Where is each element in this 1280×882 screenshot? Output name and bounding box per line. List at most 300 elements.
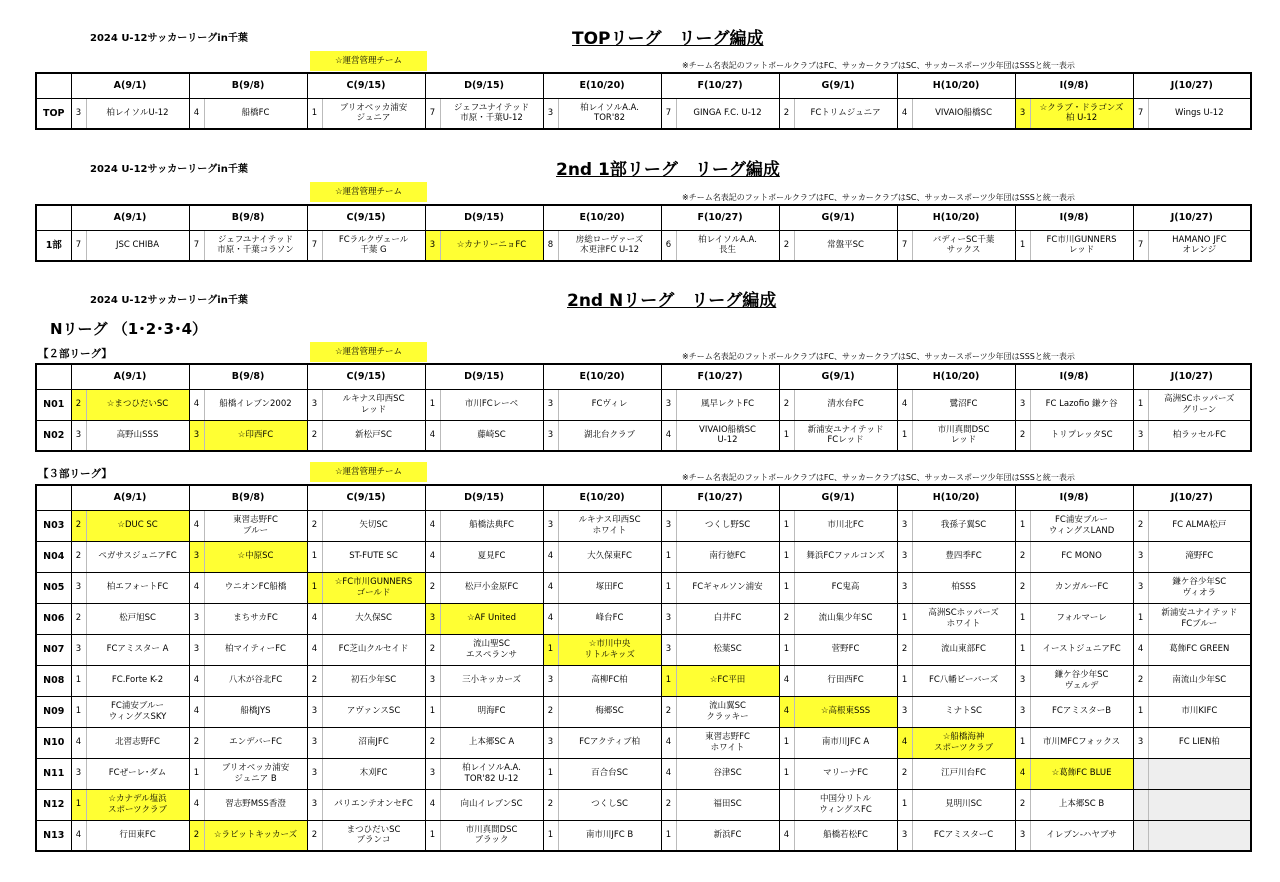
- group-number: 3: [543, 420, 558, 451]
- league-row: [36, 541, 1251, 572]
- team-name: 江戸川台FC: [912, 758, 1015, 789]
- group-number: 7: [307, 230, 322, 261]
- group-number: 3: [189, 420, 204, 451]
- team-name-management: ☆市川中央 リトルキッズ: [558, 634, 661, 665]
- group-number: 4: [189, 572, 204, 603]
- league-row: [36, 510, 1251, 541]
- team-name: 高洲SCホッパーズ ホワイト: [912, 603, 1015, 634]
- team-name: FC浦安ブルー ウィングスLAND: [1030, 510, 1133, 541]
- group-number: 1: [1133, 389, 1148, 420]
- group-number: 1: [307, 572, 322, 603]
- team-name: 上本郷SC A: [440, 727, 543, 758]
- team-name: ルキナス印西SC レッド: [322, 389, 425, 420]
- team-name: 市川真間DSC レッド: [912, 420, 1015, 451]
- team-name: 鎌ケ谷少年SC ヴィオラ: [1148, 572, 1251, 603]
- team-name: ミナトSC: [912, 696, 1015, 727]
- row-label: N11: [36, 758, 71, 789]
- team-name: ST-FUTE SC: [322, 541, 425, 572]
- group-number: 4: [189, 665, 204, 696]
- note-top: ※チーム名表記のフットボールクラブはFC、サッカークラブはSC、サッカースポーツ少年団はSSSと統一表示: [682, 61, 1075, 70]
- group-number: 1: [543, 758, 558, 789]
- league-row: [36, 696, 1251, 727]
- team-name: FCアクティブ柏: [558, 727, 661, 758]
- column-header: J(10/27): [1133, 73, 1251, 98]
- team-name: 松戸旭SC: [86, 603, 189, 634]
- team-name: 八木が谷北FC: [204, 665, 307, 696]
- group-number: 1: [661, 820, 676, 851]
- team-name: FC ALMA松戸: [1148, 510, 1251, 541]
- group-number: 3: [425, 665, 440, 696]
- group-number: 3: [543, 510, 558, 541]
- group-number: 1: [897, 789, 912, 820]
- group-number: 1: [425, 696, 440, 727]
- team-name: 明海FC: [440, 696, 543, 727]
- group-number: 7: [1133, 230, 1148, 261]
- team-name: 市川北FC: [794, 510, 897, 541]
- group-number: 3: [1015, 820, 1030, 851]
- group-number: 4: [897, 389, 912, 420]
- league-row: [36, 789, 1251, 820]
- group-number: 4: [307, 634, 322, 665]
- group-number: 3: [543, 665, 558, 696]
- group-number: 1: [1133, 603, 1148, 634]
- year-label-n: 2024 U-12サッカーリーグin千葉: [90, 295, 248, 306]
- team-name: 木刈FC: [322, 758, 425, 789]
- group-number: 7: [897, 230, 912, 261]
- team-name: 新松戸SC: [322, 420, 425, 451]
- column-header: E(10/20): [543, 485, 661, 510]
- team-name: 船橋JYS: [204, 696, 307, 727]
- group-number: 3: [1133, 572, 1148, 603]
- group-number: [1133, 820, 1148, 851]
- team-name: 市川真間DSC ブラック: [440, 820, 543, 851]
- team-name: 沼南JFC: [322, 727, 425, 758]
- third-division-label: 【３部リーグ】: [38, 468, 112, 480]
- group-number: 7: [189, 230, 204, 261]
- league-row: [36, 758, 1251, 789]
- column-header: E(10/20): [543, 205, 661, 230]
- team-name: 福田SC: [676, 789, 779, 820]
- group-number: 3: [71, 572, 86, 603]
- column-header: I(9/8): [1015, 485, 1133, 510]
- third-division-table: [35, 484, 1252, 852]
- row-label: N02: [36, 420, 71, 451]
- team-name: 滝野FC: [1148, 541, 1251, 572]
- league-row: [36, 727, 1251, 758]
- top-league-title: TOPリーグ リーグ編成: [572, 29, 764, 49]
- group-number: 4: [779, 665, 794, 696]
- team-name: FCトリムジュニア: [794, 98, 897, 129]
- team-name-management: ☆まつひだいSC: [86, 389, 189, 420]
- column-header: C(9/15): [307, 205, 425, 230]
- column-header: H(10/20): [897, 205, 1015, 230]
- column-header: I(9/8): [1015, 364, 1133, 389]
- team-name: イレブン-ハヤブサ: [1030, 820, 1133, 851]
- column-header: J(10/27): [1133, 485, 1251, 510]
- team-name: FCラルクヴェール 千葉 G: [322, 230, 425, 261]
- team-name: FC Lazofio 鎌ケ谷: [1030, 389, 1133, 420]
- group-number: 4: [425, 541, 440, 572]
- group-number: 2: [779, 389, 794, 420]
- team-name: 船橋法典FC: [440, 510, 543, 541]
- team-name: FC.Forte K-2: [86, 665, 189, 696]
- team-name: トリプレッタSC: [1030, 420, 1133, 451]
- team-name: 流山集少年SC: [794, 603, 897, 634]
- group-number: 3: [1133, 541, 1148, 572]
- team-name: アヴァンスSC: [322, 696, 425, 727]
- column-header: A(9/1): [71, 485, 189, 510]
- team-name: 柏マイティーFC: [204, 634, 307, 665]
- team-name: 南市川JFC A: [794, 727, 897, 758]
- header-row: [36, 205, 1251, 230]
- team-name: 南行徳FC: [676, 541, 779, 572]
- row-label: N01: [36, 389, 71, 420]
- group-number: 1: [189, 758, 204, 789]
- league-row: [36, 634, 1251, 665]
- group-number: 1: [307, 541, 322, 572]
- team-name: 船橋FC: [204, 98, 307, 129]
- group-number: 1: [1015, 727, 1030, 758]
- team-name: FC鬼高: [794, 572, 897, 603]
- group-number: 4: [189, 98, 204, 129]
- team-name: 夏見FC: [440, 541, 543, 572]
- team-name: 高洲SCホッパーズ グリーン: [1148, 389, 1251, 420]
- column-header: G(9/1): [779, 73, 897, 98]
- group-number: 3: [1133, 420, 1148, 451]
- group-number: 1: [71, 665, 86, 696]
- group-number: 8: [543, 230, 558, 261]
- league-row: [36, 230, 1251, 261]
- team-name-management: ☆カナリーニョFC: [440, 230, 543, 261]
- team-name-management: ☆AF United: [440, 603, 543, 634]
- group-number: 4: [661, 420, 676, 451]
- row-label: 1部: [36, 230, 71, 261]
- team-name-management: ☆ラビットキッカーズ: [204, 820, 307, 851]
- team-name: FCヴィレ: [558, 389, 661, 420]
- team-name: 柏ラッセルFC: [1148, 420, 1251, 451]
- team-name: 三小キッカーズ: [440, 665, 543, 696]
- group-number: 3: [71, 634, 86, 665]
- group-number: 2: [71, 389, 86, 420]
- group-number: 1: [779, 510, 794, 541]
- column-header: B(9/8): [189, 485, 307, 510]
- team-name: 南流山少年SC: [1148, 665, 1251, 696]
- team-name-management: ☆葛飾FC BLUE: [1030, 758, 1133, 789]
- team-name: 清水台FC: [794, 389, 897, 420]
- team-name: 流山東部FC: [912, 634, 1015, 665]
- team-name: FC LIEN柏: [1148, 727, 1251, 758]
- team-name: 松戸小金原FC: [440, 572, 543, 603]
- team-name: 菅野FC: [794, 634, 897, 665]
- team-name: FC浦安ブルー ウィングスSKY: [86, 696, 189, 727]
- group-number: 3: [307, 727, 322, 758]
- column-header: B(9/8): [189, 73, 307, 98]
- team-name: 峰台FC: [558, 603, 661, 634]
- group-number: 1: [307, 98, 322, 129]
- group-number: 2: [543, 696, 558, 727]
- league-row: [36, 572, 1251, 603]
- team-name: HAMANO JFC オレンジ: [1148, 230, 1251, 261]
- row-label: N10: [36, 727, 71, 758]
- group-number: 3: [661, 603, 676, 634]
- group-number: 3: [307, 696, 322, 727]
- first-league-title: 2nd 1部リーグ リーグ編成: [556, 160, 780, 180]
- group-number: 2: [307, 420, 322, 451]
- group-number: 3: [897, 541, 912, 572]
- group-number: 3: [307, 389, 322, 420]
- team-name: ペガサスジュニアFC: [86, 541, 189, 572]
- group-number: 1: [543, 634, 558, 665]
- group-number: 4: [897, 727, 912, 758]
- header-corner: [36, 485, 71, 510]
- team-name: 船橋イレブン2002: [204, 389, 307, 420]
- group-number: 4: [189, 389, 204, 420]
- group-number: 3: [425, 758, 440, 789]
- team-name-management: ☆印西FC: [204, 420, 307, 451]
- team-name: ウニオンFC船橋: [204, 572, 307, 603]
- group-number: 7: [661, 98, 676, 129]
- group-number: 4: [189, 696, 204, 727]
- group-number: 4: [543, 603, 558, 634]
- team-name-management: ☆クラブ・ドラゴンズ 柏 U-12: [1030, 98, 1133, 129]
- group-number: 4: [189, 789, 204, 820]
- column-header: G(9/1): [779, 364, 897, 389]
- column-header: F(10/27): [661, 485, 779, 510]
- group-number: 1: [779, 634, 794, 665]
- group-number: 2: [425, 572, 440, 603]
- team-name: 柏レイソルA.A. TOR'82 U-12: [440, 758, 543, 789]
- team-name: 大久保東FC: [558, 541, 661, 572]
- team-name: Wings U-12: [1148, 98, 1251, 129]
- group-number: 1: [897, 665, 912, 696]
- team-name: 葛飾FC GREEN: [1148, 634, 1251, 665]
- group-number: 1: [1015, 603, 1030, 634]
- column-header: E(10/20): [543, 364, 661, 389]
- row-label: N06: [36, 603, 71, 634]
- team-name: FCアミスターC: [912, 820, 1015, 851]
- column-header: B(9/8): [189, 364, 307, 389]
- team-name: 松葉SC: [676, 634, 779, 665]
- group-number: 4: [71, 727, 86, 758]
- group-number: 4: [425, 789, 440, 820]
- row-label: N07: [36, 634, 71, 665]
- team-name: 藤崎SC: [440, 420, 543, 451]
- year-label-first: 2024 U-12サッカーリーグin千葉: [90, 164, 248, 175]
- team-name: つくしSC: [558, 789, 661, 820]
- team-name: 船橋若松FC: [794, 820, 897, 851]
- group-number: 3: [661, 634, 676, 665]
- group-number: 4: [425, 510, 440, 541]
- group-number: 2: [1015, 420, 1030, 451]
- team-name: 湖北台クラブ: [558, 420, 661, 451]
- column-header: D(9/15): [425, 205, 543, 230]
- column-header: I(9/8): [1015, 73, 1133, 98]
- team-name: GINGA F.C. U-12: [676, 98, 779, 129]
- team-name: 東習志野FC ブルー: [204, 510, 307, 541]
- management-label-top: ☆運営管理チーム: [310, 51, 427, 71]
- year-label-top: 2024 U-12サッカーリーグin千葉: [90, 33, 248, 44]
- group-number: 3: [661, 510, 676, 541]
- row-label: N03: [36, 510, 71, 541]
- team-name: 白井FC: [676, 603, 779, 634]
- team-name: 鎌ケ谷少年SC ヴェルデ: [1030, 665, 1133, 696]
- column-header: B(9/8): [189, 205, 307, 230]
- group-number: 4: [779, 696, 794, 727]
- group-number: 2: [189, 820, 204, 851]
- team-name: 鷺沼FC: [912, 389, 1015, 420]
- column-header: F(10/27): [661, 205, 779, 230]
- group-number: 7: [1133, 98, 1148, 129]
- team-name: 風早レクトFC: [676, 389, 779, 420]
- group-number: 2: [897, 634, 912, 665]
- group-number: 1: [543, 820, 558, 851]
- team-name: 大久保SC: [322, 603, 425, 634]
- group-number: 3: [1015, 696, 1030, 727]
- column-header: J(10/27): [1133, 205, 1251, 230]
- league-row: [36, 389, 1251, 420]
- team-name: 市川MFCフォックス: [1030, 727, 1133, 758]
- team-name: 中国分リトル ウィングスFC: [794, 789, 897, 820]
- group-number: 1: [779, 727, 794, 758]
- team-name: 北習志野FC: [86, 727, 189, 758]
- group-number: 3: [543, 727, 558, 758]
- group-number: 3: [1015, 665, 1030, 696]
- group-number: 1: [661, 665, 676, 696]
- header-corner: [36, 73, 71, 98]
- team-name-management: ☆高根東SSS: [794, 696, 897, 727]
- team-name: パリエンテオンセFC: [322, 789, 425, 820]
- group-number: 1: [1015, 510, 1030, 541]
- management-label-second: ☆運営管理チーム: [310, 342, 427, 362]
- group-number: 2: [71, 541, 86, 572]
- group-number: 3: [71, 758, 86, 789]
- group-number: 2: [779, 98, 794, 129]
- group-number: 3: [543, 389, 558, 420]
- team-name: FCギャルソン浦安: [676, 572, 779, 603]
- group-number: 3: [307, 758, 322, 789]
- team-name: 矢切SC: [322, 510, 425, 541]
- column-header: C(9/15): [307, 364, 425, 389]
- group-number: 1: [425, 820, 440, 851]
- column-header: J(10/27): [1133, 364, 1251, 389]
- column-header: G(9/1): [779, 485, 897, 510]
- header-row: [36, 364, 1251, 389]
- group-number: 2: [307, 665, 322, 696]
- league-row: [36, 820, 1251, 851]
- group-number: 3: [897, 510, 912, 541]
- group-number: 1: [425, 389, 440, 420]
- team-name: 南市川JFC B: [558, 820, 661, 851]
- team-name: 柏SSS: [912, 572, 1015, 603]
- column-header: C(9/15): [307, 485, 425, 510]
- group-number: 3: [897, 696, 912, 727]
- group-number: 2: [897, 758, 912, 789]
- league-row: [36, 420, 1251, 451]
- column-header: F(10/27): [661, 364, 779, 389]
- group-number: 4: [543, 541, 558, 572]
- group-number: 1: [71, 789, 86, 820]
- group-number: 4: [779, 820, 794, 851]
- team-name-management: ☆FC市川GUNNERS ゴールド: [322, 572, 425, 603]
- team-name: 高野山SSS: [86, 420, 189, 451]
- team-name: FCぜーレ･ダム: [86, 758, 189, 789]
- team-name: 見明川SC: [912, 789, 1015, 820]
- row-label: N12: [36, 789, 71, 820]
- team-name: 常盤平SC: [794, 230, 897, 261]
- header-row: [36, 485, 1251, 510]
- team-name: 豊四季FC: [912, 541, 1015, 572]
- team-name: VIVAIO船橋SC: [912, 98, 1015, 129]
- league-row: [36, 665, 1251, 696]
- group-number: 6: [661, 230, 676, 261]
- group-number: 3: [1133, 727, 1148, 758]
- second-division-table: [35, 363, 1252, 452]
- column-header: E(10/20): [543, 73, 661, 98]
- row-label: N05: [36, 572, 71, 603]
- group-number: 2: [1133, 665, 1148, 696]
- column-header: C(9/15): [307, 73, 425, 98]
- league-row: [36, 98, 1251, 129]
- management-label-first: ☆運営管理チーム: [310, 182, 427, 202]
- team-name: FCアミスター A: [86, 634, 189, 665]
- group-number: 1: [779, 572, 794, 603]
- team-name: まちサカFC: [204, 603, 307, 634]
- team-name: 初石少年SC: [322, 665, 425, 696]
- group-number: 3: [1015, 98, 1030, 129]
- team-name: 柏レイソルA.A. 長生: [676, 230, 779, 261]
- team-name: ジェフユナイテッド 市原・千葉コラソン: [204, 230, 307, 261]
- group-number: 1: [661, 572, 676, 603]
- team-name: ブリオベッカ浦安 ジュニア: [322, 98, 425, 129]
- group-number: 4: [425, 420, 440, 451]
- column-header: A(9/1): [71, 205, 189, 230]
- group-number: 2: [71, 603, 86, 634]
- group-number: 7: [425, 98, 440, 129]
- row-label: N08: [36, 665, 71, 696]
- team-name: VIVAIO船橋SC U-12: [676, 420, 779, 451]
- group-number: 3: [425, 230, 440, 261]
- column-header: D(9/15): [425, 364, 543, 389]
- group-number: 3: [189, 603, 204, 634]
- team-name: FC芝山クルセイド: [322, 634, 425, 665]
- team-name: 向山イレブンSC: [440, 789, 543, 820]
- group-number: 2: [307, 510, 322, 541]
- team-name: つくし野SC: [676, 510, 779, 541]
- team-name: [1148, 820, 1251, 851]
- team-name: 上本郷SC B: [1030, 789, 1133, 820]
- group-number: [779, 789, 794, 820]
- team-name: 谷津SC: [676, 758, 779, 789]
- group-number: 1: [1133, 696, 1148, 727]
- team-name: 市川FCレーベ: [440, 389, 543, 420]
- note-second: ※チーム名表記のフットボールクラブはFC、サッカークラブはSC、サッカースポーツ少年団はSSSと統一表示: [682, 352, 1075, 361]
- group-number: 7: [71, 230, 86, 261]
- group-number: 1: [1015, 634, 1030, 665]
- group-number: 2: [1015, 789, 1030, 820]
- team-name: 習志野MSS香澄: [204, 789, 307, 820]
- team-name: 我孫子翼SC: [912, 510, 1015, 541]
- team-name: 東習志野FC ホワイト: [676, 727, 779, 758]
- group-number: 2: [1015, 541, 1030, 572]
- column-header: H(10/20): [897, 485, 1015, 510]
- team-name: 塚田FC: [558, 572, 661, 603]
- n-league-title: 2nd Nリーグ リーグ編成: [567, 291, 777, 311]
- league-row: [36, 603, 1251, 634]
- group-number: 2: [425, 727, 440, 758]
- team-name: イーストジュニアFC: [1030, 634, 1133, 665]
- group-number: 3: [543, 98, 558, 129]
- row-label: TOP: [36, 98, 71, 129]
